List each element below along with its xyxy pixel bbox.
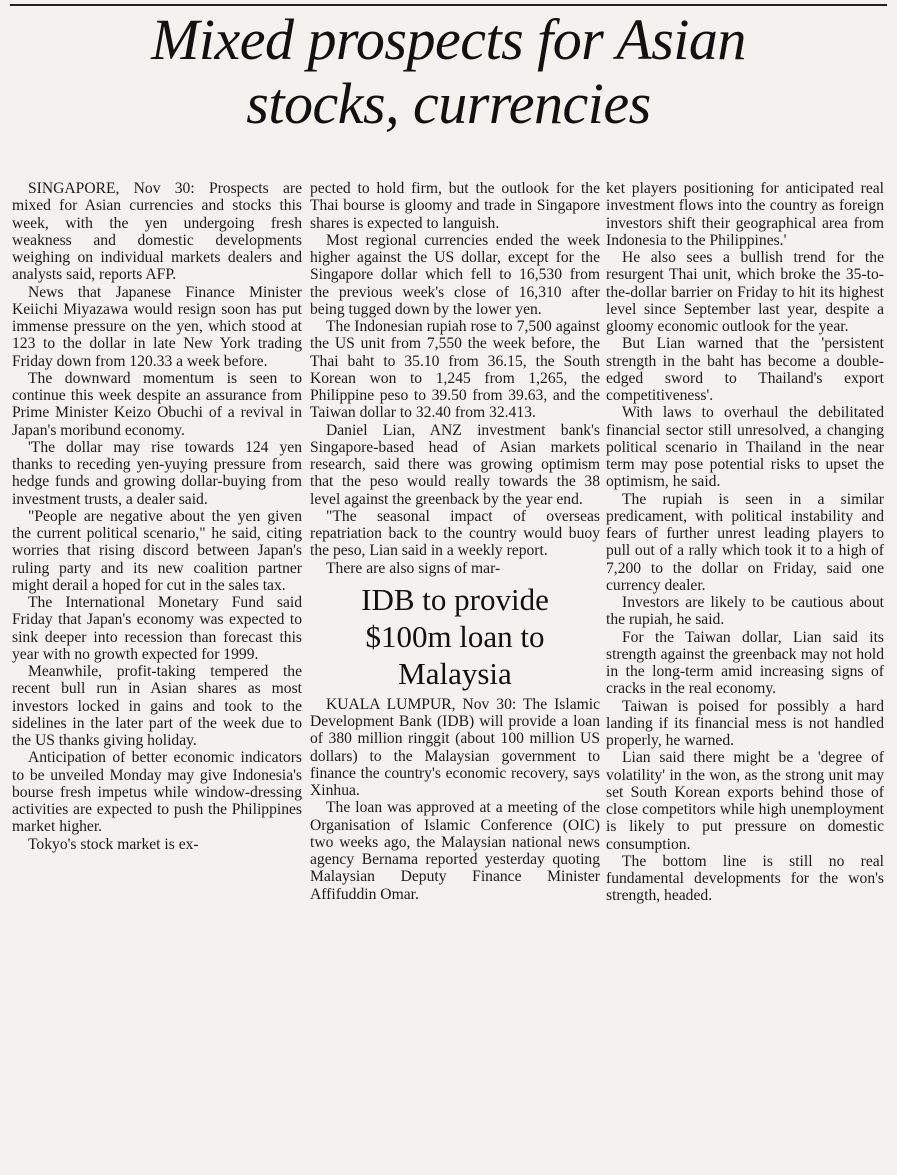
paragraph: Taiwan is poised for possibly a hard landing if its financial mess is not handled properly, he warned.	[606, 697, 884, 749]
top-rule	[10, 4, 887, 6]
article-column-2	[310, 180, 600, 903]
paragraph: "People are negative about the yen given the current political scenario," he said, citing worries that rising discord between Japan's ruling party and its new coalition partner might derail a hoped for cut in the sales tax.	[12, 507, 302, 594]
paragraph: News that Japanese Finance Minister Keiichi Miyazawa would resign soon has put immense pressure on the yen, which stood at 123 to the dollar in late New York trading Friday down from 120.33 a week before.	[12, 283, 302, 370]
paragraph: "The seasonal impact of overseas repatriation back to the country would buoy the peso, Lian said in a weekly report.	[310, 507, 600, 560]
paragraph: Most regional currencies ended the week higher against the US dollar, except for the Singapore dollar which fell to 16,530 from the previous week's close of 16,310 after being tugged down by the lower yen.	[310, 231, 600, 318]
paragraph: The downward momentum is seen to continue this week despite an assurance from Prime Minister Keizo Obuchi of a revival in Japan's moribund economy.	[12, 369, 302, 439]
paragraph: He also sees a bullish trend for the resurgent Thai unit, which broke the 35-to-the-dollar barrier on Friday to hit its highest level since September last year, despite a gloomy economic outlook for the year.	[606, 249, 884, 335]
paragraph: Tokyo's stock market is ex-	[28, 835, 199, 853]
paragraph: Anticipation of better economic indicators to be unveiled Monday may give Indonesia's bourse fresh impetus while window-dressing activities are expected to push the Philippines market higher.	[12, 749, 302, 836]
paragraph: Daniel Lian, ANZ investment bank's Singapore-based head of Asian markets research, said there was growing optimism that the peso would really towards the 38 level against the greenback by the year end.	[310, 421, 600, 508]
main-headline	[0, 8, 897, 136]
secondary-headline	[310, 581, 600, 692]
paragraph: Lian said there might be a 'degree of volatility' in the won, as the strong unit may set South Korean exports behind those of close competitors while high unemployment is likely to put pressure on domestic consumption.	[606, 749, 884, 853]
paragraph-text: Prospects are mixed for Asian currencies and stocks this week, with the yen undergoing fresh weakness and domestic developments weighing on individual markets dealers and analysts said, reports AFP.	[12, 180, 302, 284]
paragraph-text: The Islamic Development Bank (IDB) will provide a loan of 380 million ringgit (about 100 million US dollars) to the Malaysian government to finance the country's economic recovery, says Xinhua.	[310, 695, 600, 799]
paragraph: For the Taiwan dollar, Lian said its strength against the greenback may not hold in the long-term amid increasing signs of cracks in the real economy.	[606, 628, 884, 698]
paragraph: The rupiah is seen in a similar predicament, with political instability and fears of further unrest leading players to pull out of a rally which took it to a high of 7,200 to the dollar on Friday, said one currency dealer.	[606, 490, 884, 594]
secondary-headline-line-1: IDB to provide	[361, 581, 549, 617]
paragraph: The bottom line is still no real fundamental developments for the won's strength, headed.	[606, 852, 884, 905]
secondary-headline-line-2: $100m loan to	[365, 618, 545, 654]
paragraph: 'The dollar may rise towards 124 yen thanks to receding yen-yuying pressure from hedge funds and growing dollar-buying from investment trusts, a dealer said.	[12, 438, 302, 508]
main-headline-line-1: Mixed prospects for Asian	[151, 7, 746, 72]
paragraph: The International Monetary Fund said Friday that Japan's economy was expected to sink deeper into recession than forecast this year with no growth expected for 1999.	[12, 594, 302, 663]
paragraph: There are also signs of mar-	[326, 559, 501, 577]
paragraph: The loan was approved at a meeting of the Organisation of Islamic Conference (OIC) two weeks ago, the Malaysian national news agency Bernama reported yesterday quoting Malaysian Deputy Finance Minister Affifuddin Omar.	[310, 799, 600, 903]
dateline: SINGAPORE, Nov 30:	[28, 180, 195, 197]
paragraph: pected to hold firm, but the outlook for the Thai bourse is gloomy and trade in Singapore shares is expected to languish.	[310, 180, 600, 232]
main-headline-line-2: stocks, currencies	[246, 71, 651, 136]
paragraph: ket players positioning for anticipated real investment flows into the country as foreign investors shift their geographical area from Indonesia to the Philippines.'	[606, 180, 884, 249]
dateline-paragraph	[310, 696, 600, 800]
paragraph: The Indonesian rupiah rose to 7,500 against the US unit from 7,550 the week before, the Thai baht to 35.10 from 36.15, the South Korean won to 1,245 from 1,265, the Philippine peso to 39.50 from 39.63, and the Taiwan dollar to 32.40 from 32.413.	[310, 318, 600, 422]
paragraph: With laws to overhaul the debilitated financial sector still unresolved, a changing political scenario in Thailand in the near term may pose potential risks to upset the optimism, he said.	[606, 404, 884, 491]
paragraph: Meanwhile, profit-taking tempered the recent bull run in Asian shares as most investors locked in gains and took to the sidelines in the later part of the week due to the US thanks giving holiday.	[12, 663, 302, 749]
article-column-1	[12, 180, 302, 853]
paragraph: But Lian warned that the 'persistent strength in the baht has become a double-edged sword to Thailand's export competitiveness'.	[606, 335, 884, 404]
paragraph: Investors are likely to be cautious about the rupiah, he said.	[606, 594, 884, 629]
article-column-3	[606, 180, 884, 905]
dateline-paragraph	[12, 180, 302, 284]
dateline: KUALA LUMPUR, Nov 30:	[326, 695, 517, 713]
secondary-headline-line-3: Malaysia	[398, 655, 512, 691]
